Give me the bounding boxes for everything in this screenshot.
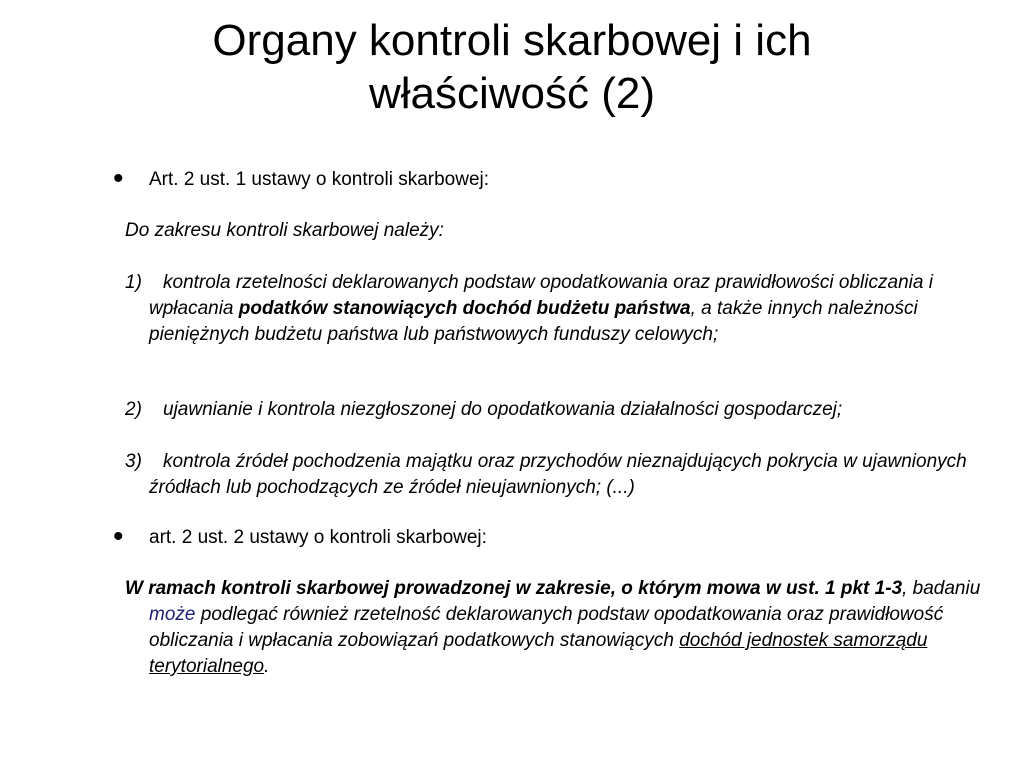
bullet-art-2-1: [113, 162, 490, 195]
final-bold: W ramach kontroli skarbowej prowadzonej w zakresie, o którym mowa w ust. 1 pkt 1-3: [125, 578, 903, 599]
list-item-2: [125, 397, 989, 423]
bullet-art-2-2: [113, 520, 487, 553]
final-end: .: [264, 656, 270, 677]
item-1-bold: podatków stanowiących dochód budżetu państwa: [238, 298, 691, 319]
item-1-text-a: kontrola rzetelności deklarowanych podstaw opodatkowania oraz prawidłowości obliczania i wpłacania: [149, 272, 933, 319]
final-underlined: dochód jednostek samorządu terytorialnego: [149, 630, 928, 677]
item-3-text: kontrola źródeł pochodzenia majątku oraz przychodów nieznajdujących pokrycia w ujawnionych źródłach lub pochodzących ze źródeł nieujawnionych; (...): [149, 451, 967, 498]
bullet-2-text: art. 2 ust. 2 ustawy o kontroli skarbowej:: [149, 527, 487, 548]
item-1-text-b: , a także innych należności pieniężnych budżetu państwa lub państwowych funduszy celowych;: [149, 298, 918, 345]
item-1-number: 1): [125, 272, 142, 293]
title-line-2: właściwość (2): [368, 69, 656, 118]
title-line-1: Organy kontroli skarbowej i ich: [212, 16, 812, 65]
item-3-number: 3): [125, 451, 142, 472]
item-2-number: 2): [125, 399, 142, 420]
final-text-a: , badaniu: [902, 578, 981, 599]
item-2-text: ujawnianie i kontrola niezgłoszonej do opodatkowania działalności gospodarczej;: [163, 399, 843, 420]
list-item-1: [125, 270, 989, 348]
list-item-3: [125, 449, 989, 501]
final-paragraph: [125, 576, 989, 680]
bullet-icon: •: [113, 162, 124, 195]
bullet-icon: •: [113, 520, 124, 553]
bullet-1-text: Art. 2 ust. 1 ustawy o kontroli skarbowej:: [149, 169, 490, 190]
final-text-b: podlegać również rzetelność deklarowanych podstaw opodatkowania oraz prawidłowość obliczania i wpłacania zobowiązań podatkowych stanowiących: [149, 604, 944, 651]
intro-text: Do zakresu kontroli skarbowej należy:: [125, 220, 444, 241]
slide-title: [0, 14, 1024, 120]
final-blue-word: może: [149, 604, 196, 625]
